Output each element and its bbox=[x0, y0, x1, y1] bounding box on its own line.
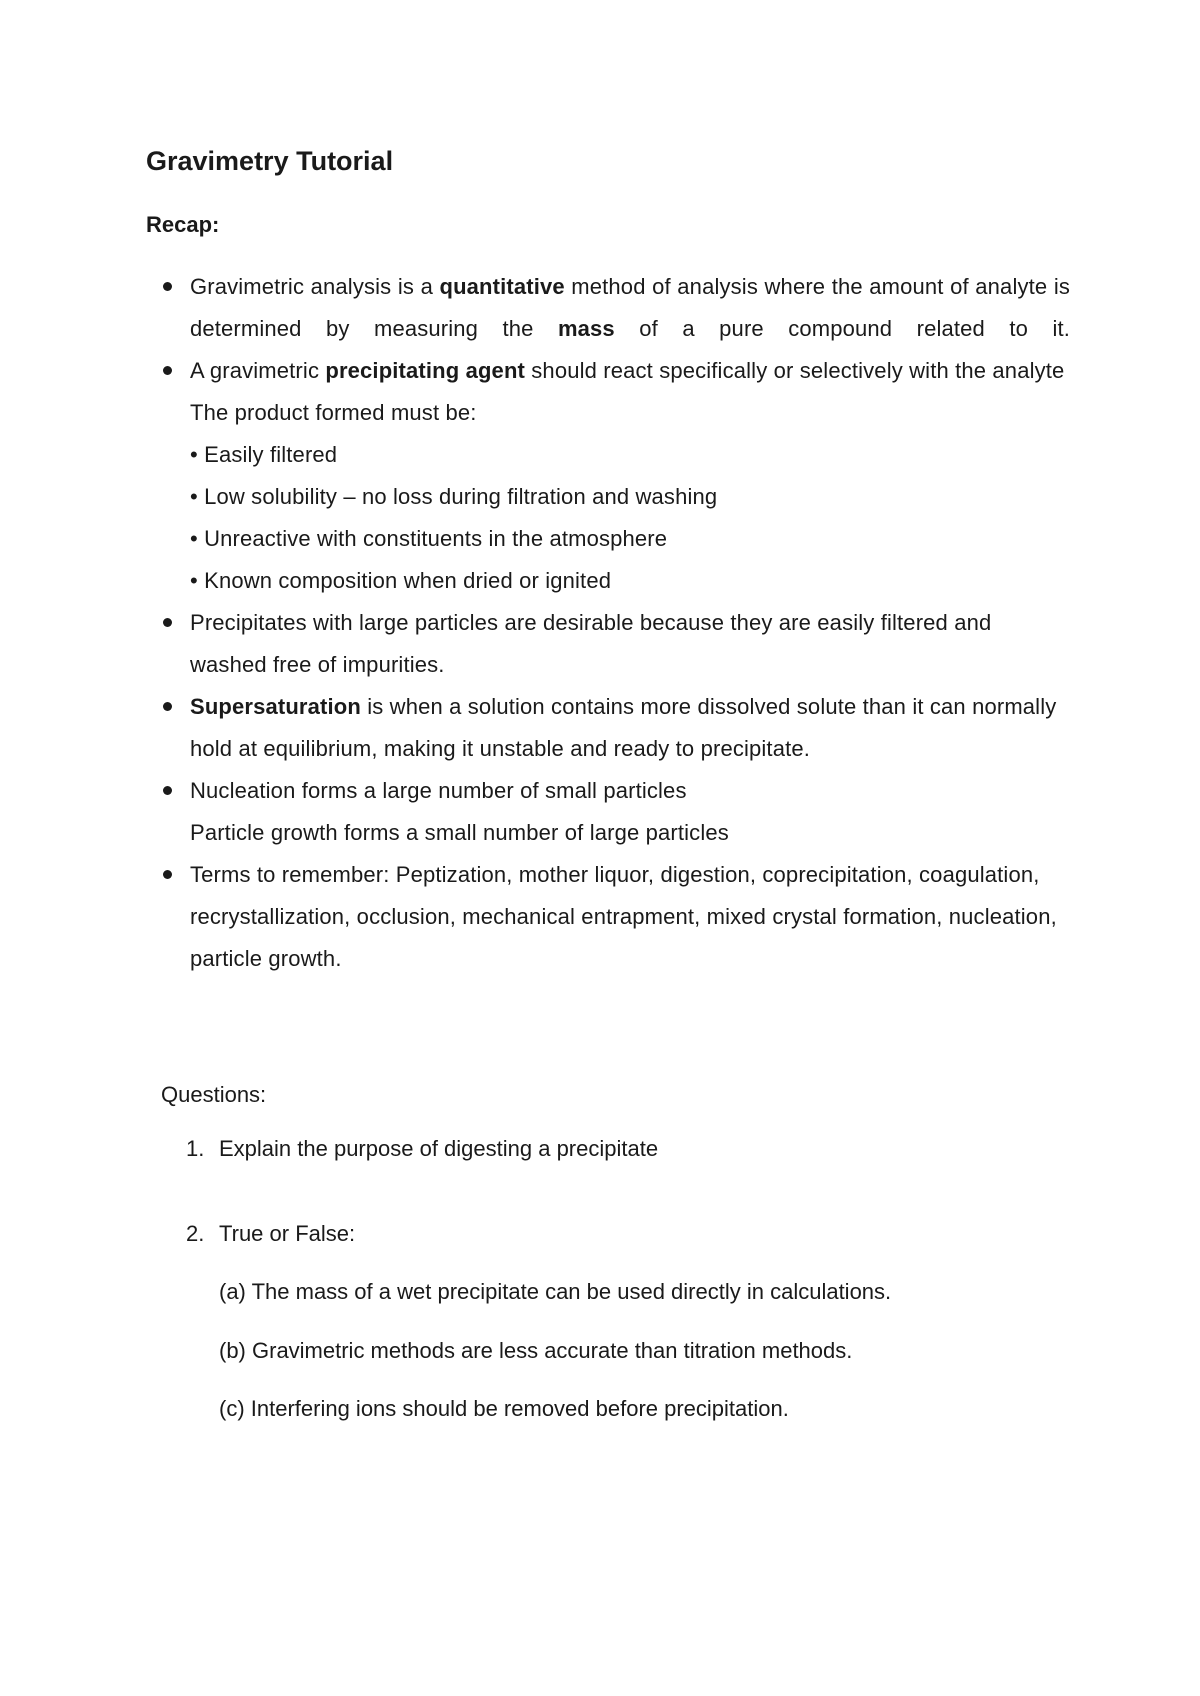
recap-item bbox=[190, 686, 1070, 770]
recap-subline: • Easily filtered bbox=[190, 442, 338, 467]
recap-heading: Recap: bbox=[146, 212, 220, 237]
true-false-statement: (c) Interfering ions should be removed before precipitation. bbox=[219, 1396, 789, 1421]
question-text: True or False: bbox=[219, 1221, 356, 1246]
recap-item-text: Terms to remember: Peptization, mother liquor, digestion, coprecipitation, coagulation, recrystallization, occlusion, mechanical entrapment, mixed crystal formation, nucleation, particle growth. bbox=[190, 862, 1057, 971]
true-false-statement: (a) The mass of a wet precipitate can be used directly in calculations. bbox=[219, 1279, 892, 1304]
questions-heading: Questions: bbox=[161, 1082, 267, 1107]
recap-subline: • Known composition when dried or ignited bbox=[190, 568, 612, 593]
recap-item bbox=[190, 350, 1070, 602]
recap-item bbox=[190, 854, 1070, 980]
recap-subline: The product formed must be: bbox=[190, 400, 477, 425]
question-number: 1. bbox=[186, 1136, 205, 1161]
recap-subline: Particle growth forms a small number of large particles bbox=[190, 820, 729, 845]
recap-item-text: Gravimetric analysis is a quantitative method of analysis where the amount of analyte is determined by measuring the mass of a pure compound related to it. bbox=[190, 274, 1071, 341]
page-title: Gravimetry Tutorial bbox=[146, 146, 394, 176]
recap-item bbox=[190, 602, 1070, 686]
recap-list bbox=[190, 266, 1070, 980]
recap-item bbox=[190, 770, 1070, 854]
recap-subline: • Low solubility – no loss during filtration and washing bbox=[190, 484, 718, 509]
recap-item-text: Nucleation forms a large number of small particles bbox=[190, 778, 687, 803]
recap-item-text: Supersaturation is when a solution contains more dissolved solute than it can normally hold at equilibrium, making it unstable and ready to precipitate. bbox=[190, 694, 1057, 761]
true-false-statement: (b) Gravimetric methods are less accurate than titration methods. bbox=[219, 1338, 853, 1363]
recap-item-text: A gravimetric precipitating agent should react specifically or selectively with the analyte bbox=[190, 358, 1065, 383]
recap-item bbox=[190, 266, 1070, 350]
question-text: Explain the purpose of digesting a precipitate bbox=[219, 1136, 659, 1161]
question-number: 2. bbox=[186, 1221, 205, 1246]
recap-subline: • Unreactive with constituents in the atmosphere bbox=[190, 526, 668, 551]
recap-item-text: Precipitates with large particles are desirable because they are easily filtered and washed free of impurities. bbox=[190, 610, 992, 677]
